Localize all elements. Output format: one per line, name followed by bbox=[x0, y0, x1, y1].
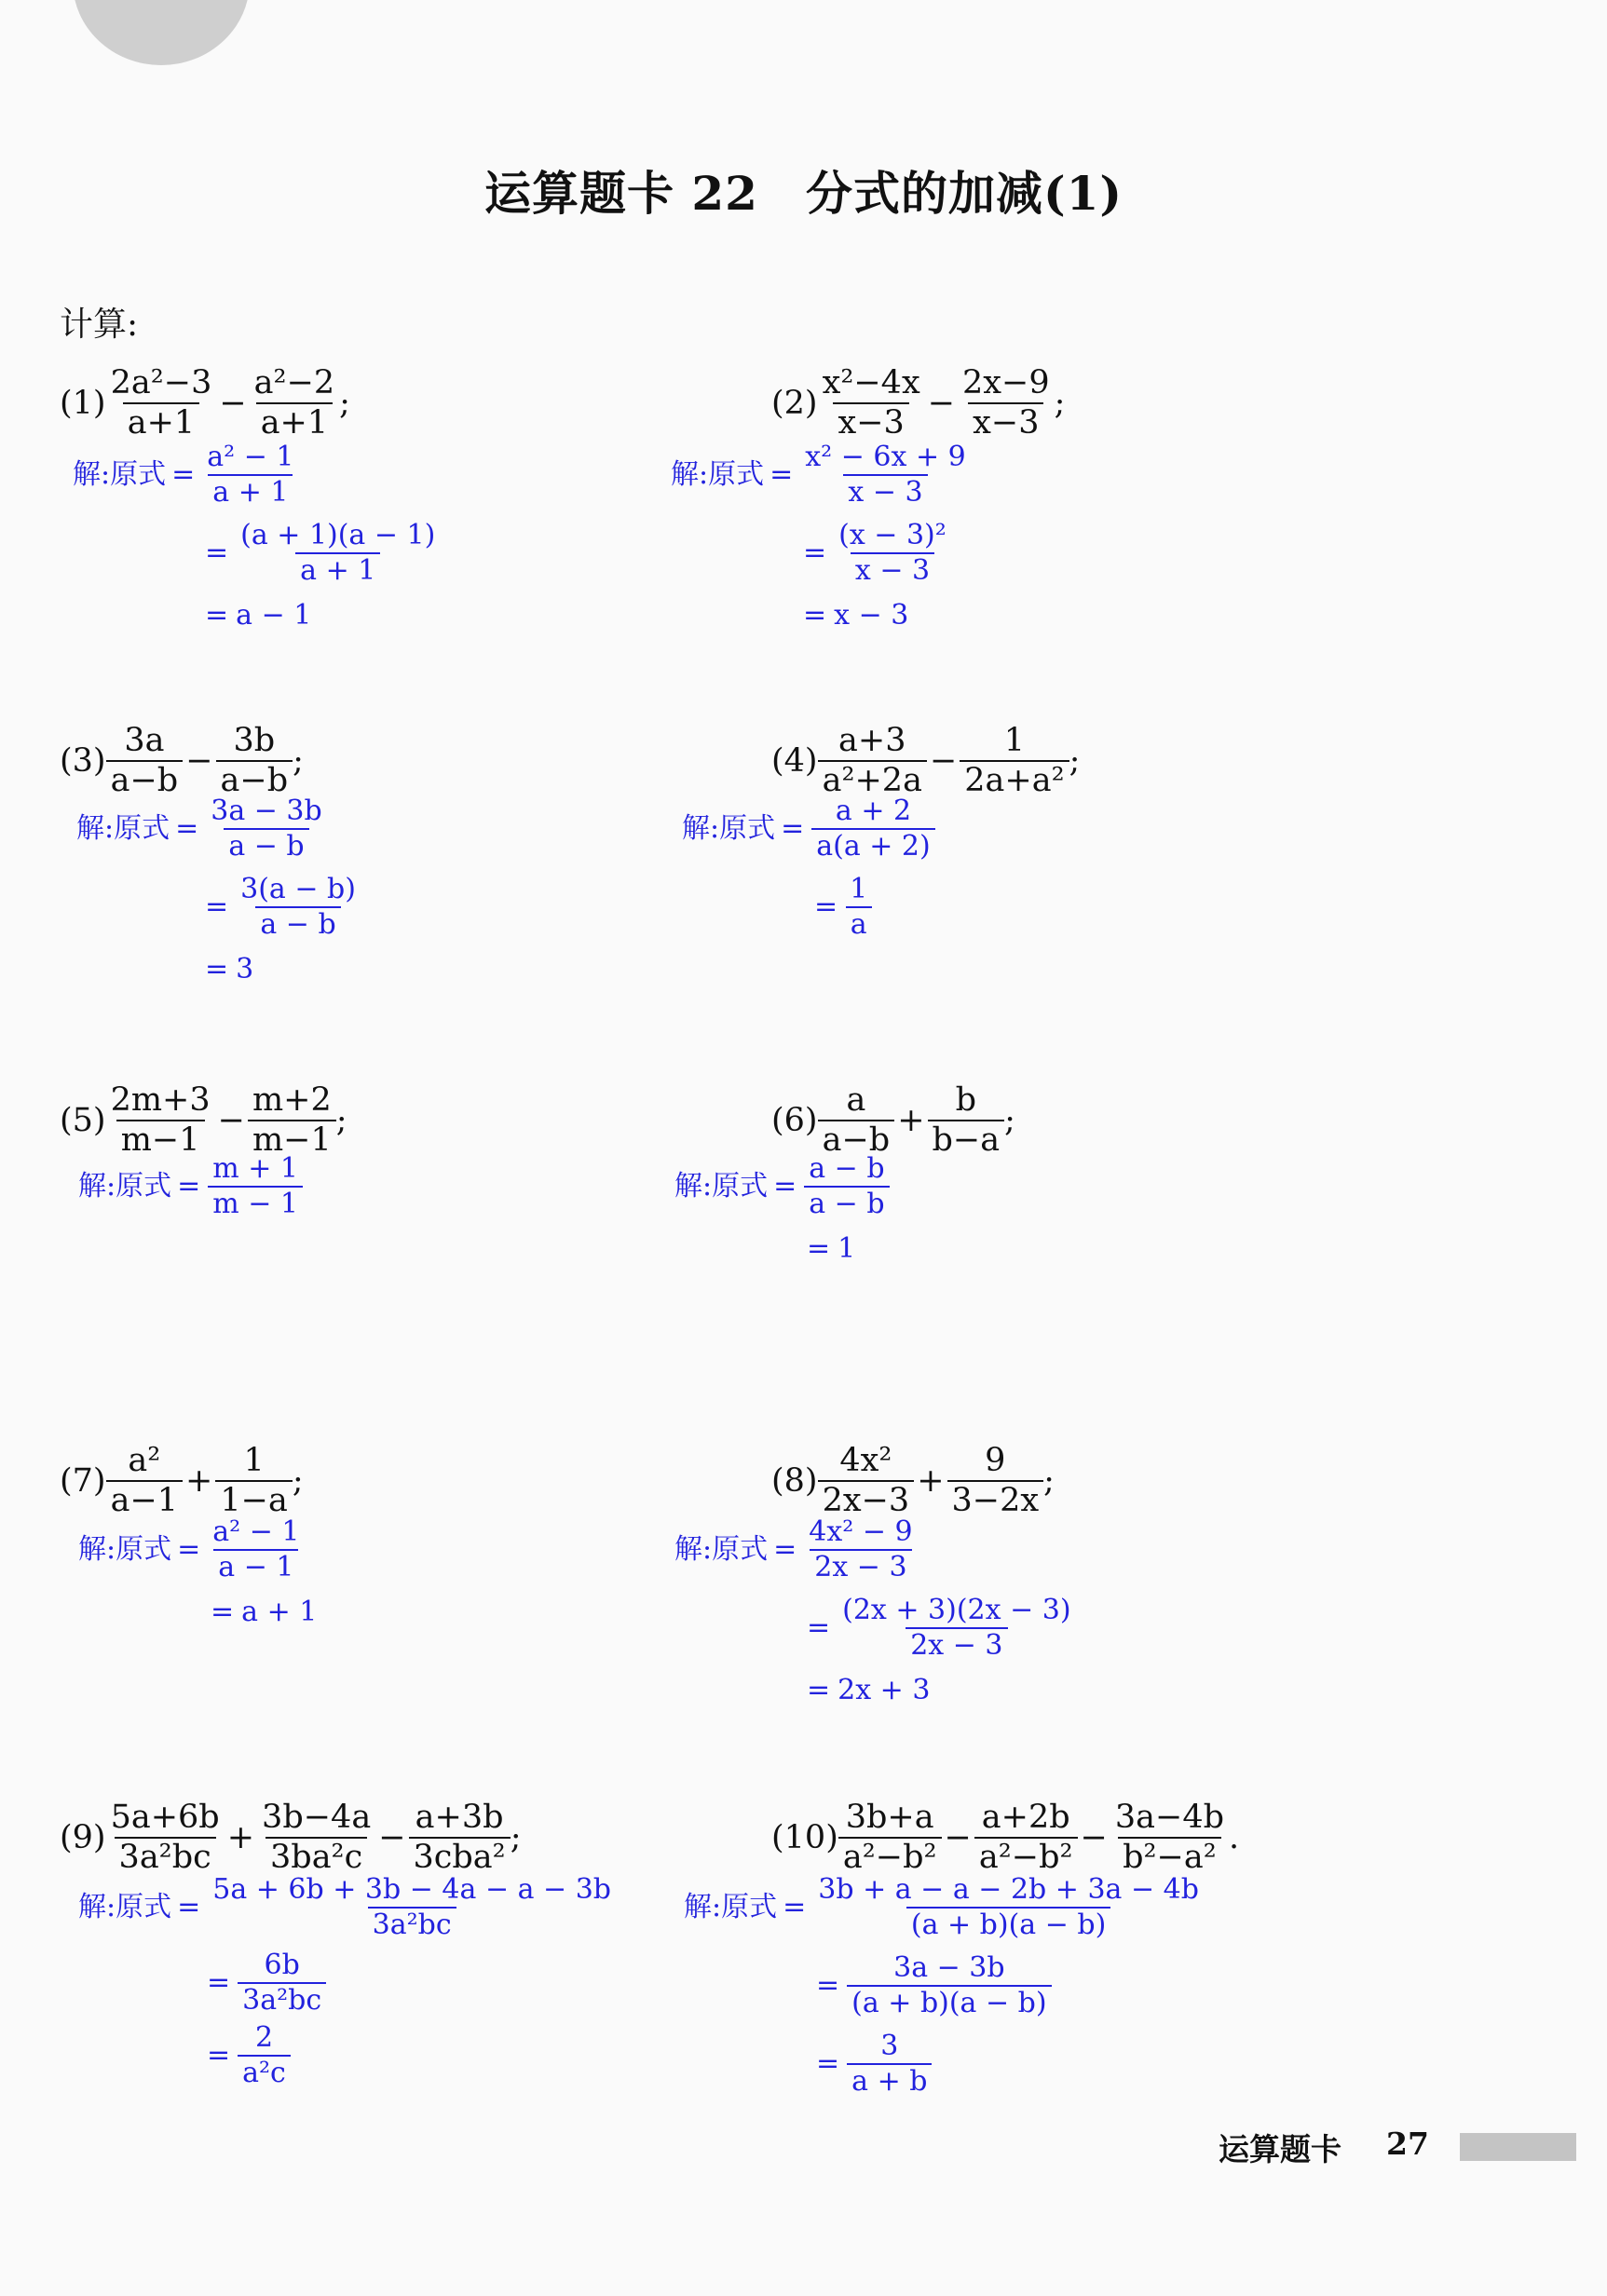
equals-sign: = bbox=[211, 1596, 235, 1628]
term-fraction bbox=[106, 722, 184, 799]
math-line bbox=[771, 361, 1065, 445]
equals-sign: = bbox=[816, 2047, 840, 2080]
solution-fraction bbox=[208, 1873, 616, 1941]
punctuation: ; bbox=[1043, 1461, 1055, 1500]
fraction-numerator: 2x−9 bbox=[962, 364, 1050, 401]
fraction-denominator: (a + b)(a − b) bbox=[847, 1985, 1051, 2017]
solution-fraction bbox=[236, 873, 361, 941]
math-line bbox=[78, 2019, 616, 2092]
solution-fraction bbox=[208, 1152, 303, 1220]
fraction-denominator: a+1 bbox=[256, 402, 333, 440]
solution-fraction bbox=[813, 1873, 1204, 1941]
fraction-denominator: 2x − 3 bbox=[906, 1627, 1007, 1660]
solution-9 bbox=[78, 1868, 616, 2092]
solution-4 bbox=[682, 790, 935, 946]
problem-1 bbox=[60, 361, 350, 445]
math-line bbox=[671, 514, 971, 592]
fraction-denominator: x−3 bbox=[833, 402, 908, 440]
fraction-numerator: 3a − 3b bbox=[211, 795, 322, 827]
operator: + bbox=[226, 1818, 255, 1856]
equals-sign: = bbox=[175, 812, 199, 845]
solution-prefix: 解:原式 bbox=[78, 1170, 172, 1202]
fraction-denominator: a + 1 bbox=[208, 474, 293, 507]
operator: + bbox=[917, 1461, 945, 1500]
term-fraction bbox=[250, 364, 340, 442]
solution-8 bbox=[674, 1511, 1076, 1714]
fraction-numerator: (x − 3)² bbox=[838, 519, 946, 551]
fraction-denominator: b²−a² bbox=[1118, 1837, 1221, 1874]
solution-fraction bbox=[238, 2021, 291, 2089]
problem-number: (6) bbox=[771, 1101, 818, 1139]
fraction-numerator: a − b bbox=[809, 1152, 885, 1185]
fraction-denominator: 3ba²c bbox=[266, 1837, 367, 1874]
problem-number: (3) bbox=[60, 741, 106, 780]
problem-number: (1) bbox=[60, 384, 106, 422]
operator: − bbox=[927, 384, 956, 422]
fraction-denominator: m−1 bbox=[116, 1120, 205, 1157]
fraction-denominator: m − 1 bbox=[208, 1186, 303, 1218]
fraction-denominator: a − b bbox=[804, 1186, 889, 1218]
punctuation: ; bbox=[1069, 741, 1081, 780]
fraction-numerator: 5a+6b bbox=[110, 1799, 220, 1836]
fraction-denominator: x−3 bbox=[968, 402, 1043, 440]
term-fraction bbox=[1110, 1801, 1229, 1874]
equals-sign: = bbox=[171, 458, 196, 491]
math-line bbox=[78, 1511, 317, 1589]
equals-sign: = bbox=[177, 1170, 201, 1202]
math-line bbox=[78, 1589, 317, 1636]
fraction-numerator: 2 bbox=[254, 2021, 274, 2054]
fraction-denominator: a+1 bbox=[123, 402, 199, 440]
fraction-numerator: x²−4x bbox=[822, 364, 920, 401]
fraction-numerator: 1 bbox=[243, 1442, 265, 1479]
operator: − bbox=[219, 384, 247, 422]
fraction-numerator: m+2 bbox=[252, 1081, 332, 1119]
fraction-numerator: 1 bbox=[850, 873, 868, 905]
fraction-numerator: 1 bbox=[1003, 722, 1026, 759]
problem-number: (10) bbox=[771, 1818, 838, 1856]
fraction-denominator: a − b bbox=[224, 828, 308, 861]
equals-sign: = bbox=[205, 537, 229, 569]
term-fraction bbox=[838, 1801, 942, 1874]
equals-sign: = bbox=[177, 1891, 201, 1923]
term-fraction bbox=[248, 1081, 336, 1159]
fraction-numerator: 3 bbox=[880, 2030, 899, 2062]
punctuation: ; bbox=[293, 741, 304, 780]
math-line bbox=[674, 1148, 890, 1226]
fraction-denominator: x − 3 bbox=[851, 552, 934, 585]
math-line bbox=[671, 592, 971, 639]
math-line bbox=[76, 868, 361, 946]
fraction-numerator: a+3b bbox=[415, 1799, 504, 1836]
term-fraction bbox=[960, 722, 1069, 799]
math-line bbox=[671, 436, 971, 514]
fraction-numerator: a+3 bbox=[838, 722, 906, 759]
fraction-denominator: (a + b)(a − b) bbox=[906, 1907, 1110, 1939]
solution-prefix: 解:原式 bbox=[682, 812, 776, 845]
math-line bbox=[73, 514, 440, 592]
solution-prefix: 解:原式 bbox=[76, 812, 170, 845]
fraction-numerator: 3(a − b) bbox=[240, 873, 356, 905]
math-line bbox=[684, 1947, 1204, 2025]
math-line bbox=[684, 2025, 1204, 2103]
fraction-denominator: 3a²bc bbox=[238, 1982, 326, 2015]
fraction-numerator: 3b+a bbox=[845, 1799, 934, 1836]
solution-7 bbox=[78, 1511, 317, 1636]
equals-sign: = bbox=[781, 812, 805, 845]
punctuation: ; bbox=[1004, 1101, 1015, 1139]
fraction-numerator: 3b−4a bbox=[262, 1799, 372, 1836]
math-line bbox=[78, 1148, 303, 1226]
fraction-denominator: 3a²bc bbox=[115, 1837, 216, 1874]
fraction-denominator: a + b bbox=[847, 2063, 932, 2096]
punctuation: . bbox=[1229, 1818, 1240, 1856]
term-fraction bbox=[409, 1801, 511, 1874]
solution-result: 1 bbox=[838, 1232, 856, 1265]
fraction-denominator: a²−b² bbox=[838, 1837, 942, 1874]
equals-sign: = bbox=[177, 1533, 201, 1566]
fraction-denominator: m−1 bbox=[248, 1120, 336, 1157]
math-line bbox=[60, 361, 350, 445]
solution-prefix: 解:原式 bbox=[671, 458, 765, 491]
math-line bbox=[771, 1796, 1239, 1880]
solution-fraction bbox=[206, 797, 326, 861]
fraction-denominator: a²c bbox=[238, 2055, 291, 2087]
solution-result: 2x + 3 bbox=[838, 1674, 931, 1706]
fraction-numerator: 3a − 3b bbox=[893, 1951, 1005, 1984]
solution-prefix: 解:原式 bbox=[674, 1533, 769, 1566]
math-line bbox=[682, 868, 935, 946]
punctuation: ; bbox=[335, 1101, 347, 1139]
equals-sign: = bbox=[207, 2039, 231, 2072]
equals-sign: = bbox=[773, 1533, 797, 1566]
solution-prefix: 解:原式 bbox=[684, 1891, 778, 1923]
solution-fraction bbox=[845, 873, 872, 941]
term-fraction bbox=[818, 1442, 915, 1519]
fraction-numerator: 3a−4b bbox=[1114, 1799, 1224, 1836]
fraction-denominator: a bbox=[846, 906, 872, 939]
fraction-denominator: 3a²bc bbox=[368, 1907, 456, 1939]
page-number: 27 bbox=[1386, 2126, 1429, 2162]
operator: − bbox=[944, 1818, 972, 1856]
fraction-numerator: (a + 1)(a − 1) bbox=[240, 519, 436, 551]
fraction-numerator: 6b bbox=[264, 1949, 300, 1981]
operator: − bbox=[1080, 1818, 1108, 1856]
footer-bar bbox=[1460, 2133, 1576, 2161]
solution-prefix: 解:原式 bbox=[78, 1533, 172, 1566]
fraction-numerator: 9 bbox=[985, 1442, 1006, 1479]
solution-result: 3 bbox=[236, 953, 254, 985]
math-line bbox=[684, 1868, 1204, 1947]
term-fraction bbox=[257, 1801, 375, 1874]
problem-2 bbox=[771, 361, 1065, 445]
term-fraction bbox=[215, 1442, 292, 1519]
solution-prefix: 解:原式 bbox=[78, 1891, 172, 1923]
fraction-numerator: (2x + 3)(2x − 3) bbox=[842, 1594, 1071, 1626]
fraction-denominator: a²+2a bbox=[818, 760, 927, 797]
math-line bbox=[78, 1868, 616, 1947]
equals-sign: = bbox=[773, 1170, 797, 1202]
fraction-numerator: 4x² − 9 bbox=[809, 1515, 913, 1548]
problem-number: (4) bbox=[771, 741, 818, 780]
solution-fraction bbox=[834, 519, 951, 587]
solution-fraction bbox=[238, 1951, 326, 2015]
problem-number: (2) bbox=[771, 384, 818, 422]
term-fraction bbox=[947, 1442, 1044, 1519]
fraction-denominator: a − 1 bbox=[213, 1549, 298, 1582]
operator: − bbox=[217, 1101, 245, 1139]
fraction-denominator: 2x−3 bbox=[818, 1480, 915, 1517]
fraction-numerator: a+2b bbox=[981, 1799, 1070, 1836]
fraction-numerator: a bbox=[846, 1081, 866, 1119]
math-line bbox=[674, 1667, 1076, 1714]
math-line bbox=[76, 790, 361, 868]
fraction-denominator: 3−2x bbox=[947, 1480, 1044, 1517]
fraction-numerator: x² − 6x + 9 bbox=[805, 441, 966, 473]
fraction-denominator: a(a + 2) bbox=[811, 828, 934, 861]
solution-fraction bbox=[800, 443, 970, 507]
equals-sign: = bbox=[783, 1891, 807, 1923]
solution-3 bbox=[76, 790, 361, 993]
fraction-numerator: a² − 1 bbox=[212, 1515, 300, 1548]
solution-result: a + 1 bbox=[241, 1596, 318, 1628]
operator: + bbox=[185, 1461, 213, 1500]
solution-prefix: 解:原式 bbox=[674, 1170, 769, 1202]
solution-10 bbox=[684, 1868, 1204, 2103]
problem-9 bbox=[60, 1796, 522, 1880]
punctuation: ; bbox=[510, 1818, 522, 1856]
fraction-numerator: 3b + a − a − 2b + 3a − 4b bbox=[818, 1873, 1199, 1906]
solution-result: x − 3 bbox=[834, 599, 909, 632]
term-fraction bbox=[974, 1801, 1078, 1874]
term-fraction bbox=[818, 364, 925, 442]
problem-number: (8) bbox=[771, 1461, 818, 1500]
instruction-label: 计算: bbox=[60, 306, 139, 344]
solution-5 bbox=[78, 1148, 303, 1226]
fraction-numerator: 4x² bbox=[839, 1442, 892, 1479]
solution-fraction bbox=[236, 519, 440, 587]
equals-sign: = bbox=[807, 1232, 831, 1265]
solution-6 bbox=[674, 1148, 890, 1272]
equals-sign: = bbox=[803, 537, 827, 569]
math-line bbox=[674, 1226, 890, 1272]
solution-fraction bbox=[804, 1515, 917, 1583]
term-fraction bbox=[958, 364, 1055, 442]
math-line bbox=[60, 1796, 522, 1880]
fraction-numerator: 2m+3 bbox=[110, 1081, 211, 1119]
operator: − bbox=[185, 741, 213, 780]
fraction-denominator: a−b bbox=[216, 760, 293, 797]
fraction-denominator: b−a bbox=[928, 1120, 1005, 1157]
term-fraction bbox=[106, 1081, 215, 1159]
equals-sign: = bbox=[803, 599, 827, 632]
footer-label: 运算题卡 bbox=[1219, 2131, 1341, 2167]
solution-1 bbox=[73, 436, 440, 639]
fraction-numerator: 2a²−3 bbox=[110, 364, 212, 401]
equals-sign: = bbox=[207, 1966, 231, 1999]
equals-sign: = bbox=[807, 1674, 831, 1706]
page-title: 运算题卡 22 分式的加减(1) bbox=[483, 166, 1124, 221]
fraction-denominator: a−b bbox=[818, 1120, 895, 1157]
solution-2 bbox=[671, 436, 971, 639]
solution-prefix: 解:原式 bbox=[73, 458, 167, 491]
math-line bbox=[674, 1511, 1076, 1589]
math-line bbox=[76, 946, 361, 993]
solution-fraction bbox=[811, 797, 934, 861]
math-line bbox=[674, 1589, 1076, 1667]
problem-number: (5) bbox=[60, 1101, 106, 1139]
equals-sign: = bbox=[205, 890, 229, 923]
punctuation: ; bbox=[339, 384, 350, 422]
fraction-denominator: a²−b² bbox=[974, 1837, 1078, 1874]
fraction-numerator: a + 2 bbox=[835, 795, 912, 827]
fraction-denominator: 1−a bbox=[215, 1480, 292, 1517]
fraction-numerator: a²−2 bbox=[253, 364, 335, 401]
fraction-denominator: a−b bbox=[106, 760, 184, 797]
fraction-numerator: 5a + 6b + 3b − 4a − a − 3b bbox=[212, 1873, 611, 1906]
math-line bbox=[78, 1947, 616, 2019]
problem-number: (9) bbox=[60, 1818, 106, 1856]
math-line bbox=[73, 592, 440, 639]
solution-fraction bbox=[847, 1951, 1051, 2019]
fraction-denominator: a − b bbox=[255, 906, 340, 939]
math-line bbox=[682, 790, 935, 868]
equals-sign: = bbox=[814, 890, 838, 923]
equals-sign: = bbox=[205, 599, 229, 632]
corner-decoration bbox=[73, 0, 250, 65]
term-fraction bbox=[216, 722, 293, 799]
equals-sign: = bbox=[205, 953, 229, 985]
term-fraction bbox=[106, 1442, 183, 1519]
fraction-numerator: 3a bbox=[124, 722, 165, 759]
fraction-numerator: b bbox=[955, 1081, 977, 1119]
solution-result: a − 1 bbox=[236, 599, 312, 632]
fraction-denominator: 3cba² bbox=[409, 1837, 511, 1874]
term-fraction bbox=[928, 1081, 1005, 1159]
fraction-numerator: a² bbox=[128, 1442, 161, 1479]
term-fraction bbox=[818, 1081, 895, 1159]
operator: + bbox=[897, 1101, 925, 1139]
fraction-denominator: x − 3 bbox=[843, 474, 927, 507]
equals-sign: = bbox=[816, 1969, 840, 2002]
solution-fraction bbox=[838, 1596, 1075, 1660]
punctuation: ; bbox=[292, 1461, 304, 1500]
solution-fraction bbox=[208, 1515, 304, 1583]
equals-sign: = bbox=[769, 458, 794, 491]
problem-10 bbox=[771, 1796, 1239, 1880]
operator: − bbox=[929, 741, 958, 780]
solution-fraction bbox=[847, 2032, 932, 2096]
solution-fraction bbox=[804, 1152, 889, 1220]
operator: − bbox=[378, 1818, 406, 1856]
fraction-numerator: 3b bbox=[233, 722, 276, 759]
punctuation: ; bbox=[1054, 384, 1066, 422]
term-fraction bbox=[106, 1801, 225, 1874]
math-line bbox=[73, 436, 440, 514]
fraction-numerator: a² − 1 bbox=[207, 441, 294, 473]
fraction-numerator: m + 1 bbox=[212, 1152, 298, 1185]
term-fraction bbox=[818, 722, 927, 799]
term-fraction bbox=[106, 364, 217, 442]
solution-fraction bbox=[202, 443, 298, 507]
equals-sign: = bbox=[807, 1611, 831, 1644]
fraction-denominator: 2a+a² bbox=[960, 760, 1069, 797]
fraction-denominator: a + 1 bbox=[295, 552, 380, 585]
fraction-denominator: 2x − 3 bbox=[810, 1549, 911, 1582]
problem-number: (7) bbox=[60, 1461, 106, 1500]
fraction-denominator: a−1 bbox=[106, 1480, 183, 1517]
